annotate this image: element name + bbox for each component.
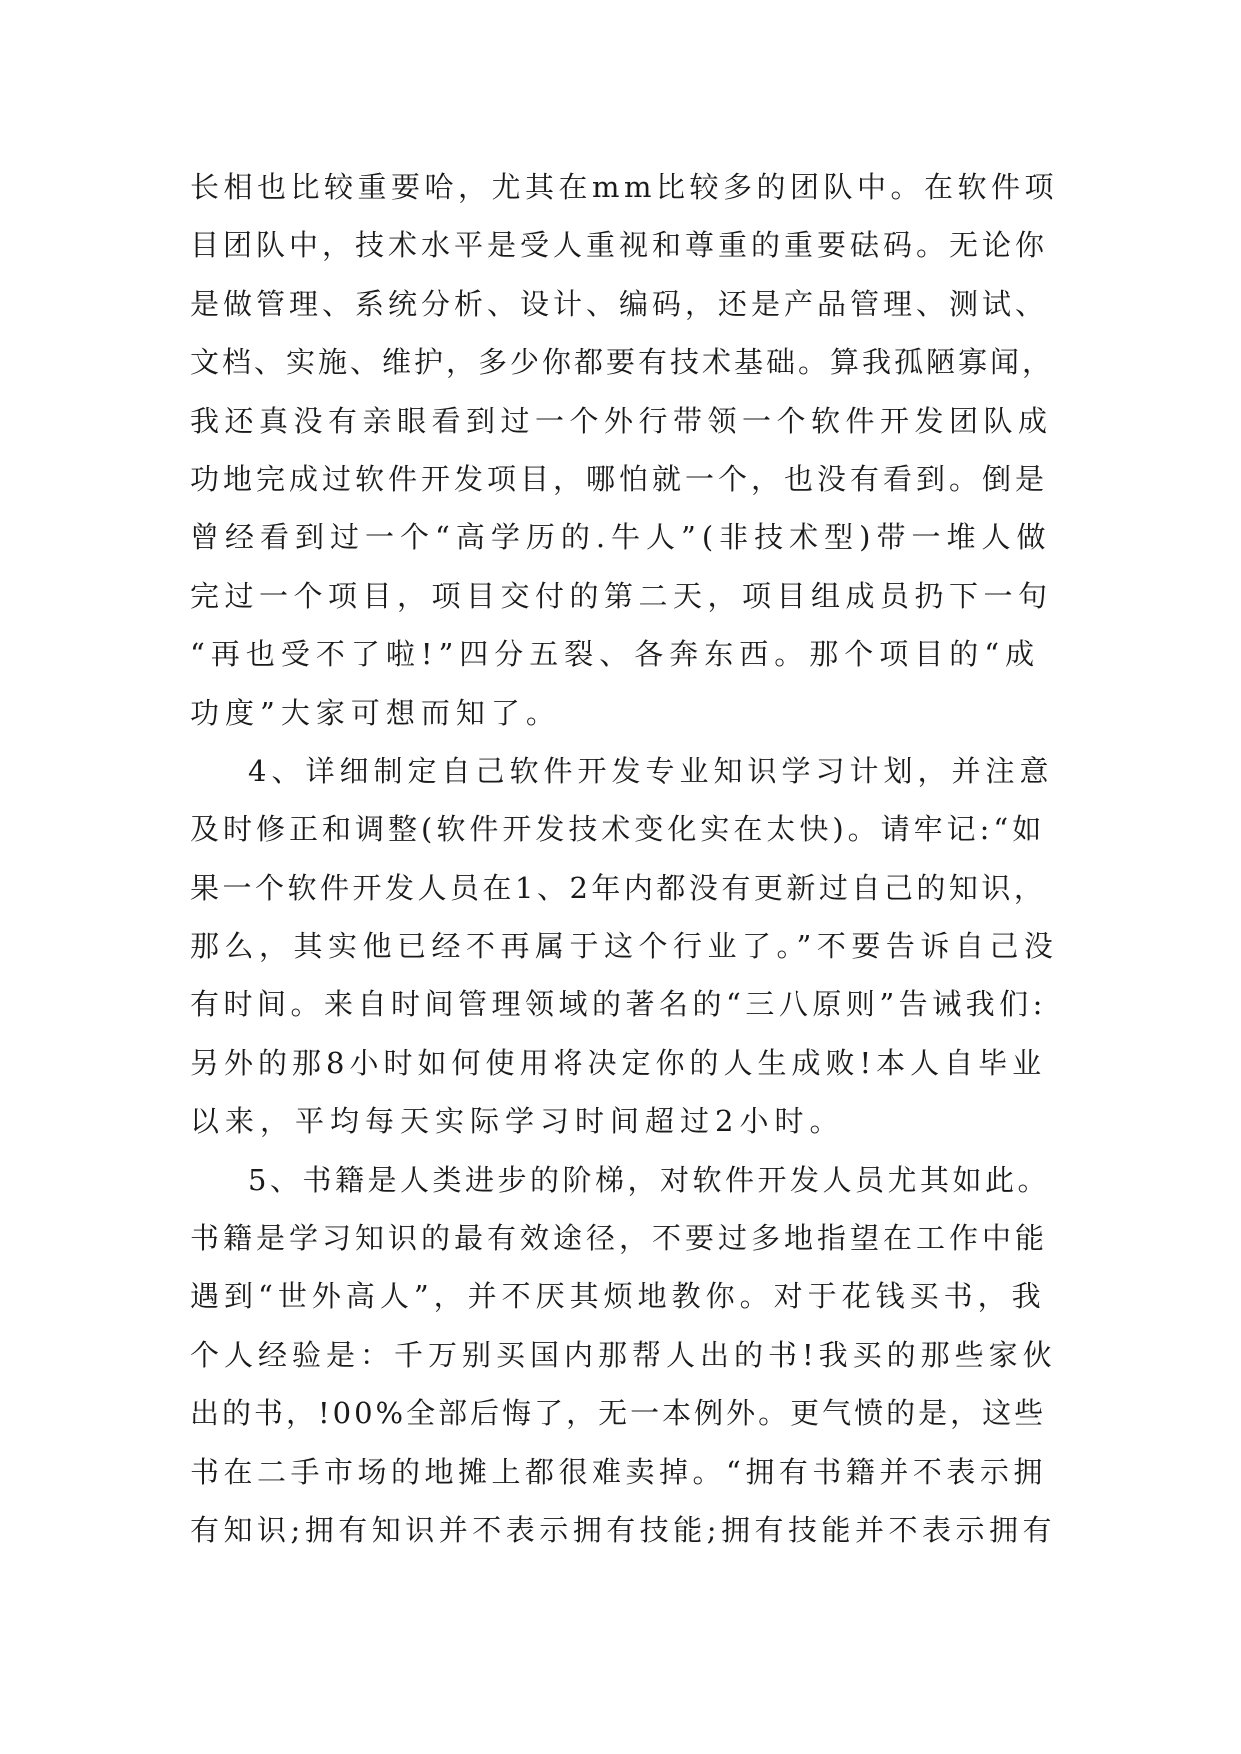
- text-line: 遇到“世外高人”，并不厌其烦地教你。对于花钱买书，我: [190, 1279, 1046, 1314]
- text-line: “再也受不了啦!”四分五裂、各奔东西。那个项目的“成: [190, 637, 1041, 672]
- text-line: 长相也比较重要哈，尤其在mm比较多的团队中。在软件项: [190, 170, 1058, 204]
- text-line: 曾经看到过一个“高学历的.牛人”(非技术型)带一堆人做: [190, 520, 1052, 555]
- text-line: 是做管理、系统分析、设计、编码，还是产品管理、测试、: [190, 286, 1049, 321]
- text-line: 果一个软件开发人员在1、2年内都没有更新过自己的知识，: [190, 870, 1047, 905]
- text-line: 有时间。来自时间管理领域的著名的“三八原则”告诫我们:: [190, 987, 1047, 1022]
- text-line: 文档、实施、维护，多少你都要有技术基础。算我孤陋寡闻，: [190, 345, 1055, 380]
- text-line: 目团队中，技术水平是受人重视和尊重的重要砝码。无论你: [190, 228, 1049, 263]
- text-line: 书在二手市场的地摊上都很难卖掉。“拥有书籍并不表示拥: [190, 1454, 1047, 1489]
- text-line: 另外的那8小时如何使用将决定你的人生成败!本人自毕业: [190, 1045, 1047, 1080]
- text-line: 那么，其实他已经不再属于这个行业了。”不要告诉自己没: [190, 929, 1059, 964]
- text-line: 及时修正和调整(软件开发技术变化实在太快)。请牢记:“如: [190, 812, 1046, 847]
- body-text: [190, 158, 1059, 1559]
- text-line: 出的书，!00%全部后悔了，无一本例外。更气愤的是，这些: [190, 1396, 1047, 1431]
- text-line: 我还真没有亲眼看到过一个外行带领一个软件开发团队成: [190, 403, 1053, 438]
- paragraph-first-line: 4、详细制定自己软件开发专业知识学习计划，并注意: [248, 753, 1054, 788]
- text-line: 完过一个项目，项目交付的第二天，项目组成员扔下一句: [190, 578, 1053, 613]
- text-line: 以来，平均每天实际学习时间超过2小时。: [190, 1104, 845, 1139]
- text-line: 有知识;拥有知识并不表示拥有技能;拥有技能并不表示拥有: [190, 1512, 1057, 1547]
- text-line: 功地完成过软件开发项目，哪怕就一个，也没有看到。倒是: [190, 461, 1049, 496]
- text-line: 书籍是学习知识的最有效途径，不要过多地指望在工作中能: [190, 1221, 1049, 1256]
- text-line: 个人经验是：千万别买国内那帮人出的书!我买的那些家伙: [190, 1337, 1057, 1372]
- paragraph-first-line: 5、书籍是人类进步的阶梯，对软件开发人员尤其如此。: [248, 1162, 1050, 1197]
- text-line: 功度”大家可想而知了。: [190, 695, 561, 730]
